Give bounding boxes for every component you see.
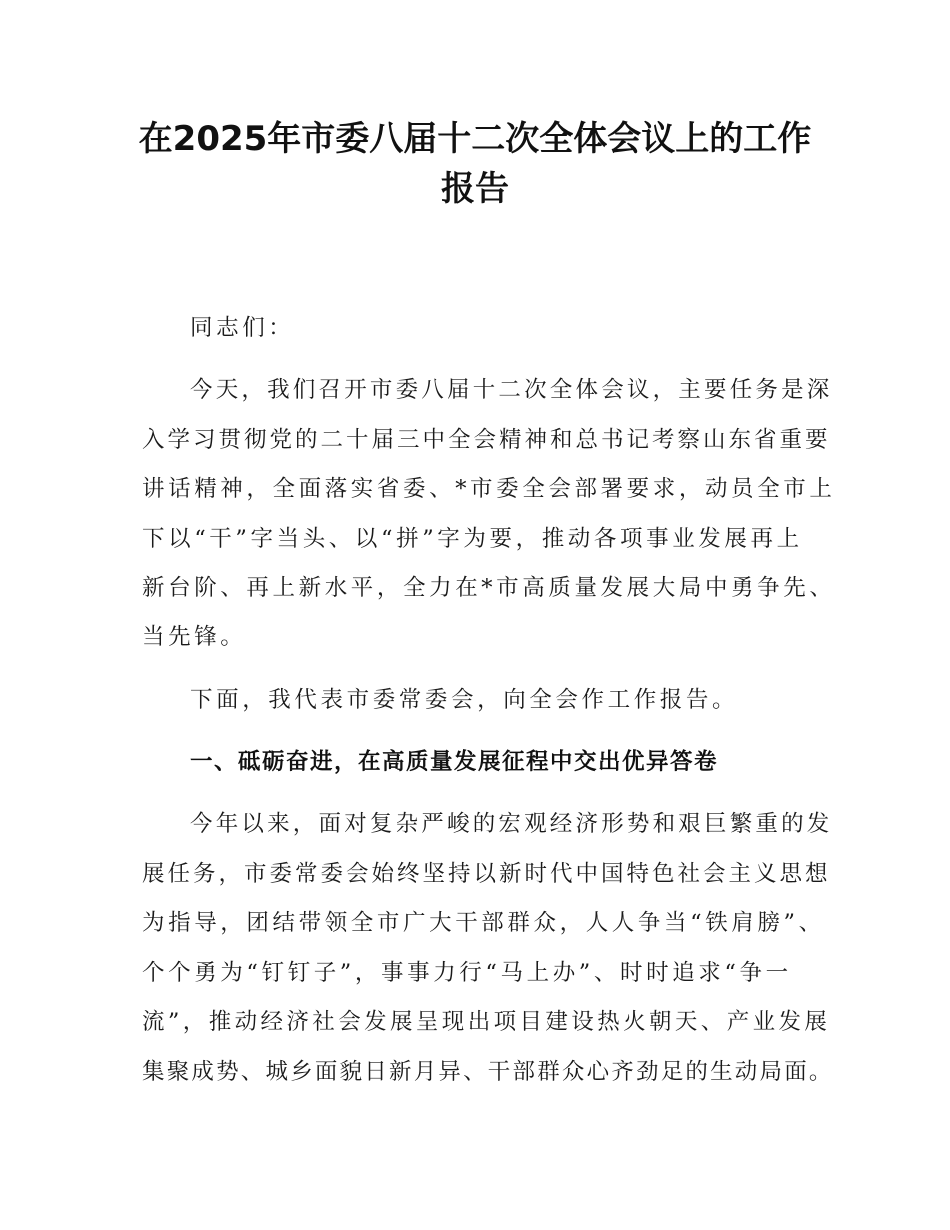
paragraph-2: 下面，我代表市委常委会，向全会作工作报告。: [190, 687, 739, 713]
paragraph-1-line-5: 新台阶、再上新水平，全力在*市高质量发展大局中勇争先、: [142, 575, 836, 601]
paragraph-1-line-2: 入学习贯彻党的二十届三中全会精神和总书记考察山东省重要: [142, 427, 831, 453]
paragraph-3-line-6: 集聚成势、城乡面貌日新月异、干部群众心齐劲足的生动局面。: [142, 1059, 834, 1085]
paragraph-3-line-3: 为指导，团结带领全市广大干部群众，人人争当“铁肩膀”、: [142, 910, 825, 936]
paragraph-1-line-4: 下以“干”字当头、以“拼”字为要，推动各项事业发展再上: [142, 526, 803, 552]
paragraph-1-line-6: 当先锋。: [142, 624, 247, 650]
paragraph-3-line-1: 今年以来，面对复杂严峻的宏观经济形势和艰巨繁重的发: [190, 811, 833, 837]
section-heading: 一、砥砺奋进，在高质量发展征程中交出优异答卷: [190, 749, 719, 775]
salutation: 同志们：: [190, 315, 295, 341]
paragraph-3-line-2: 展任务，市委常委会始终坚持以新时代中国特色社会主义思想: [142, 861, 831, 887]
document-title-line-1: 在2025年市委八届十二次全体会议上的工作: [138, 119, 812, 159]
paragraph-1-line-3: 讲话精神，全面落实省委、*市委全会部署要求，动员全市上: [142, 476, 836, 502]
document-title-line-2: 报告: [441, 169, 509, 209]
paragraph-3-line-5: 流”，推动经济社会发展呈现出项目建设热火朝天、产业发展: [142, 1009, 831, 1035]
paragraph-3-line-4: 个个勇为“钉钉子”，事事力行“马上办”、时时追求“争一: [142, 960, 792, 986]
paragraph-1-line-1: 今天，我们召开市委八届十二次全体会议，主要任务是深: [190, 377, 833, 403]
